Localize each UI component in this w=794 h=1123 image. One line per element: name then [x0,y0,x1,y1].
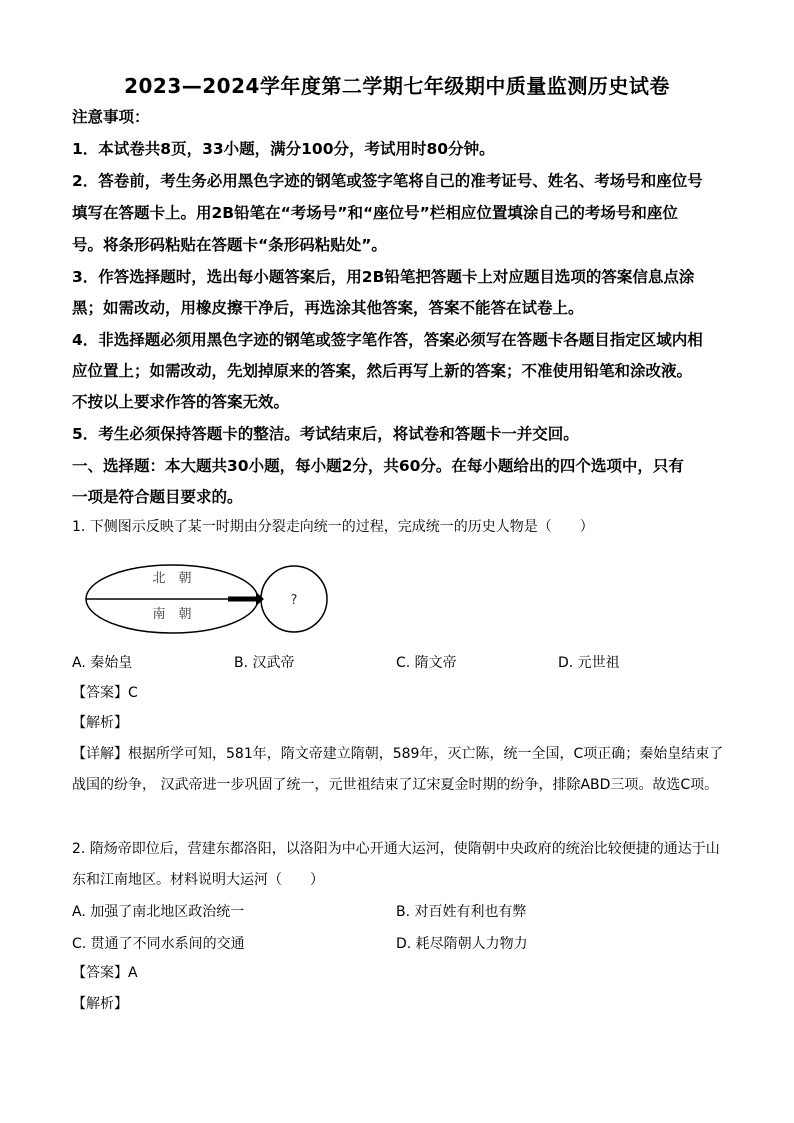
detail-1-line: 【详解】根据所学可知，581年，隋文帝建立隋朝，589年，灭亡陈，统一全国，C项正确；秦始皇结束了 [72,746,724,762]
option-a: A. 秦始皇 [72,655,133,671]
notice-line: 1．本试卷共8页，33小题，满分100分，考试用时80分钟。 [72,140,495,158]
option-a: A. 加强了南北地区政治统一 [72,904,245,920]
notice-line: 号。将条形码粘贴在答题卡“条形码粘贴处”。 [72,236,387,254]
diagram-label-top: 北 朝 [152,571,192,586]
option-b: B. 汉武帝 [234,655,295,671]
section-heading-cont: 一项是符合题目要求的。 [72,488,243,506]
question-2-stem-cont: 东和江南地区。材料说明大运河（ ） [72,872,324,888]
option-d: D. 耗尽隋朝人力物力 [396,936,528,952]
option-c: C. 贯通了不同水系间的交通 [72,936,245,952]
notice-heading: 注意事项： [72,108,150,126]
question-1-stem: 1. 下侧图示反映了某一时期由分裂走向统一的过程，完成统一的历史人物是（ ） [72,519,594,535]
notice-line: 3．作答选择题时，选出每小题答案后，用2B铅笔把答题卡上对应题目选项的答案信息点涂 [72,268,695,286]
analysis-1: 【解析】 [72,715,128,731]
notice-line: 应位置上；如需改动，先划掉原来的答案，然后再写上新的答案；不准使用铅笔和涂改液。 [72,362,693,380]
unification-diagram [84,560,344,640]
diagram-label-bottom: 南 朝 [152,607,192,622]
analysis-2: 【解析】 [72,996,128,1012]
question-2-stem: 2. 隋炀帝即位后，营建东都洛阳，以洛阳为中心开通大运河，使隋朝中央政府的统治比较便捷的通达于山 [72,841,720,857]
arrow-head [256,592,264,606]
notice-line: 不按以上要求作答的答案无效。 [72,393,290,411]
detail-1-line: 战国的纷争， 汉武帝进一步巩固了统一，元世祖结束了辽宋夏金时期的纷争，排除ABD三项。故选C项。 [72,777,719,793]
arrow-shaft [228,597,256,602]
option-d: D. 元世祖 [558,655,620,671]
option-b: B. 对百姓有利也有弊 [396,904,527,920]
section-heading: 一、选择题：本大题共30小题，每小题2分，共60分。在每小题给出的四个选项中，只有 [72,457,684,475]
exam-title: 2023—2024学年度第二学期七年级期中质量监测历史试卷 [124,74,670,98]
notice-line: 填写在答题卡上。用2B铅笔在“考场号”和“座位号”栏相应位置填涂自己的考场号和座位 [72,204,678,222]
notice-line: 5．考生必须保持答题卡的整洁。考试结束后，将试卷和答题卡一并交回。 [72,425,579,443]
answer-1: 【答案】C [72,685,138,701]
notice-line: 4．非选择题必须用黑色字迹的钢笔或签字笔作答，答案必须写在答题卡各题目指定区域内相 [72,331,703,349]
diagram-unknown: ? [290,593,298,608]
notice-line: 黑；如需改动，用橡皮擦干净后，再选涂其他答案，答案不能答在试卷上。 [72,299,584,317]
answer-2: 【答案】A [72,965,138,981]
option-c: C. 隋文帝 [396,655,457,671]
notice-line: 2．答卷前，考生务必用黑色字迹的钢笔或签字笔将自己的准考证号、姓名、考场号和座位号 [72,172,703,190]
